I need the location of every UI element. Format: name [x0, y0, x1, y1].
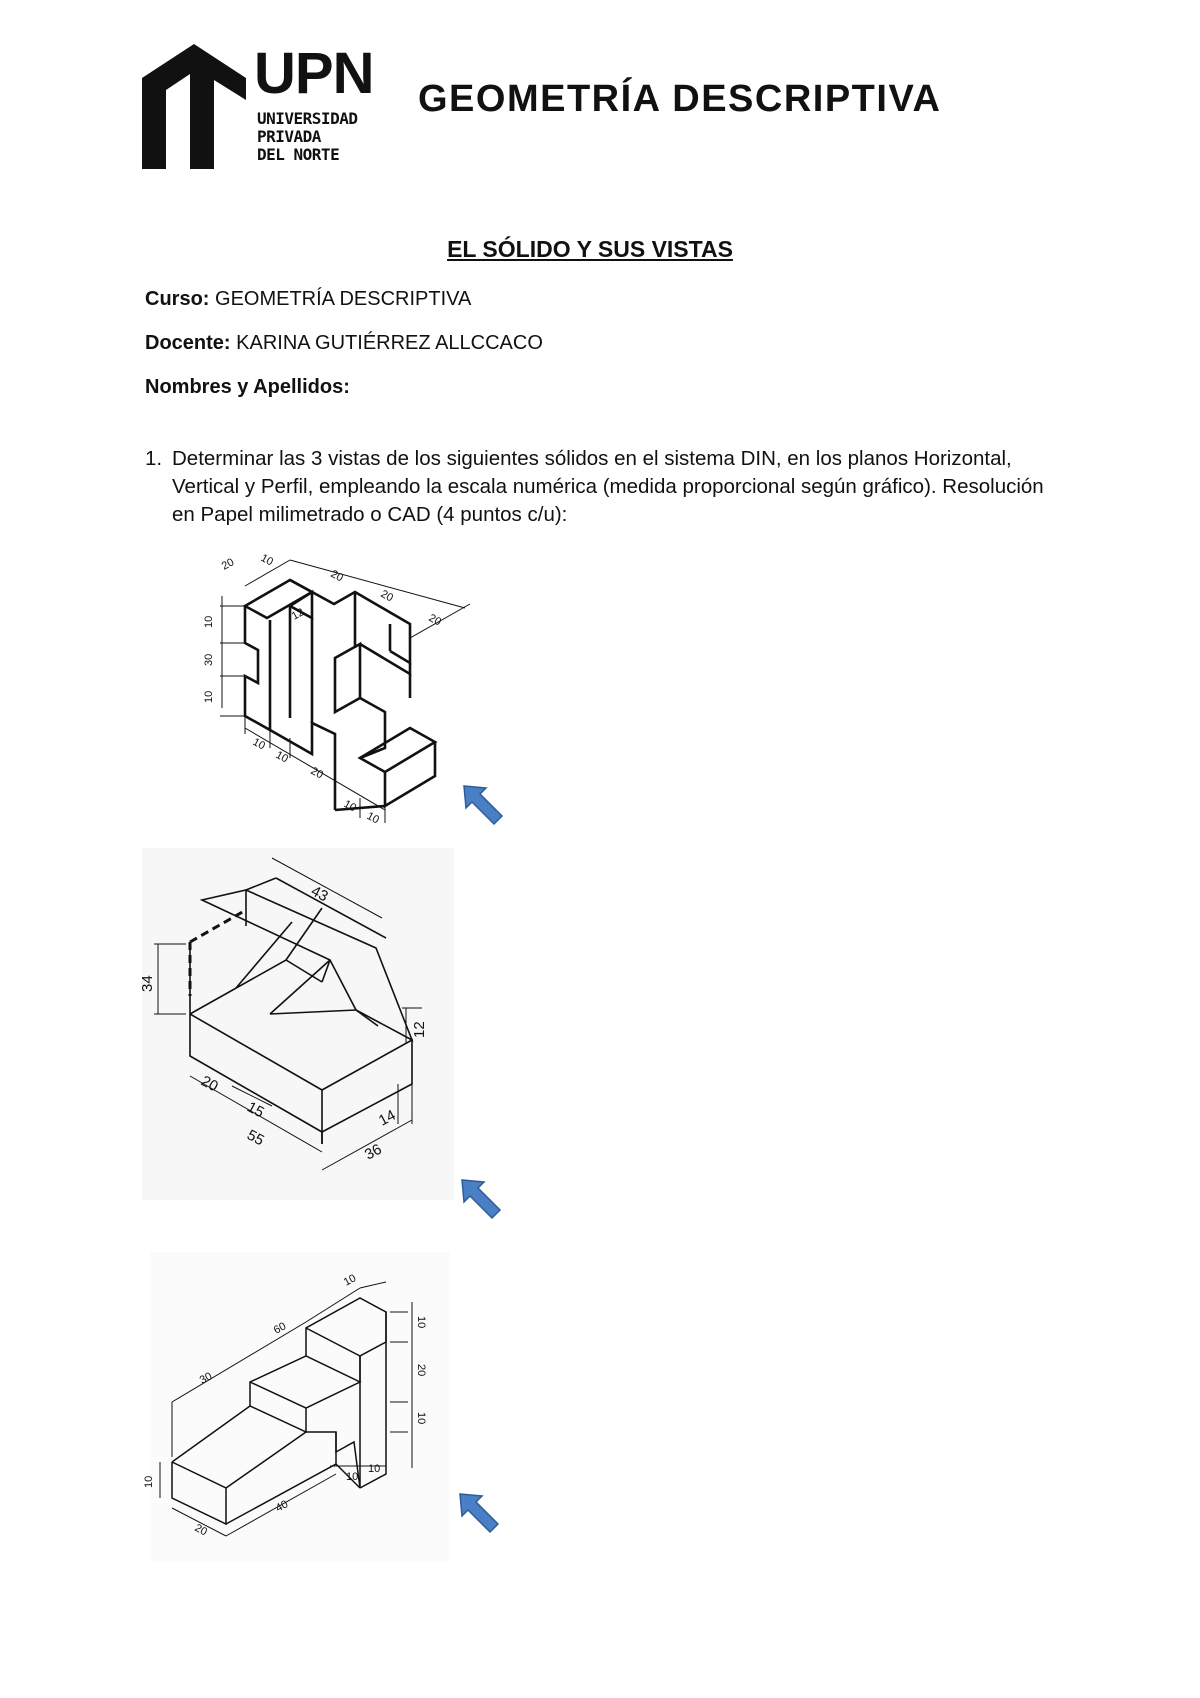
logo-line-3: DEL NORTE	[257, 145, 340, 164]
fig1-dim-8: 30	[203, 653, 215, 666]
fig1-dim-1: 20	[219, 556, 237, 573]
fig1-dim-6: 12	[289, 606, 307, 623]
fig1-dim-12: 20	[308, 765, 326, 782]
fig3-dim-7: 10	[143, 1475, 155, 1488]
upn-logo	[142, 41, 374, 169]
logo-abbreviation: UPN	[254, 41, 374, 106]
view-direction-arrow-icon	[458, 780, 508, 830]
fig3-dim-4: 10	[415, 1316, 427, 1329]
fig2-dim-3: 12	[411, 1021, 428, 1038]
fig1-dim-2: 10	[258, 552, 276, 569]
logo-line-2: PRIVADA	[257, 127, 321, 146]
logo-line-1: UNIVERSIDAD	[257, 109, 358, 128]
view-direction-arrow-icon	[454, 1488, 504, 1538]
fig1-dim-4: 20	[378, 588, 396, 605]
fig2-dim-6: 55	[244, 1126, 267, 1150]
document-title: EL SÓLIDO Y SUS VISTAS	[447, 236, 733, 262]
isometric-figure-2	[139, 848, 454, 1200]
fig1-dim-3: 20	[328, 568, 346, 585]
fig3-dim-5: 20	[415, 1364, 427, 1377]
fig2-dim-1: 43	[308, 882, 331, 906]
fig1-dim-5: 20	[426, 612, 444, 629]
fig1-dim-7: 10	[203, 615, 215, 628]
course-label: Curso:	[145, 288, 210, 310]
upn-arrow-logo-icon	[142, 44, 252, 169]
fig2-dim-2: 34	[139, 975, 156, 992]
fig3-dim-3: 30	[197, 1370, 215, 1387]
fig2-dim-8: 36	[361, 1140, 385, 1164]
course-field	[145, 288, 471, 311]
instruction-number: 1.	[145, 447, 163, 470]
fig2-dim-4: 20	[198, 1072, 221, 1096]
fig1-dim-10: 10	[250, 736, 268, 753]
teacher-label: Docente:	[145, 332, 231, 354]
fig3-dim-2: 60	[271, 1320, 289, 1337]
student-name-label: Nombres y Apellidos:	[145, 376, 350, 398]
fig3-dim-11: 20	[192, 1522, 210, 1539]
fig2-dim-5: 15	[244, 1098, 267, 1122]
instruction-text: Determinar las 3 vistas de los siguientes sólidos en el sistema DIN, en los planos Horizontal, Vertical y Perfil, empleando la escala numérica (medida proporcional según gráfico). Resolución en Papel milimetrado o CAD (4 puntos c/u):	[172, 447, 1044, 526]
fig3-dim-10: 40	[273, 1498, 291, 1515]
fig1-dim-11: 10	[273, 749, 291, 766]
fig3-dim-6: 10	[415, 1412, 427, 1425]
isometric-figure-1	[200, 548, 500, 828]
view-direction-arrow-icon	[456, 1174, 506, 1224]
fig1-dim-13: 10	[341, 798, 359, 815]
teacher-value: KARINA GUTIÉRREZ ALLCCACO	[236, 332, 543, 354]
instruction-item	[145, 445, 1065, 529]
fig2-dim-7: 14	[375, 1106, 399, 1130]
fig3-dim-9: 10	[368, 1463, 381, 1475]
student-name-field	[145, 376, 350, 399]
course-value: GEOMETRÍA DESCRIPTIVA	[215, 288, 472, 310]
isometric-figure-3	[143, 1252, 450, 1562]
fig3-dim-1: 10	[341, 1272, 359, 1289]
header-title: GEOMETRÍA DESCRIPTIVA	[418, 78, 942, 120]
fig3-dim-8: 10	[346, 1471, 359, 1483]
fig1-dim-14: 10	[364, 810, 382, 827]
teacher-field	[145, 332, 543, 355]
fig1-dim-9: 10	[203, 690, 215, 703]
